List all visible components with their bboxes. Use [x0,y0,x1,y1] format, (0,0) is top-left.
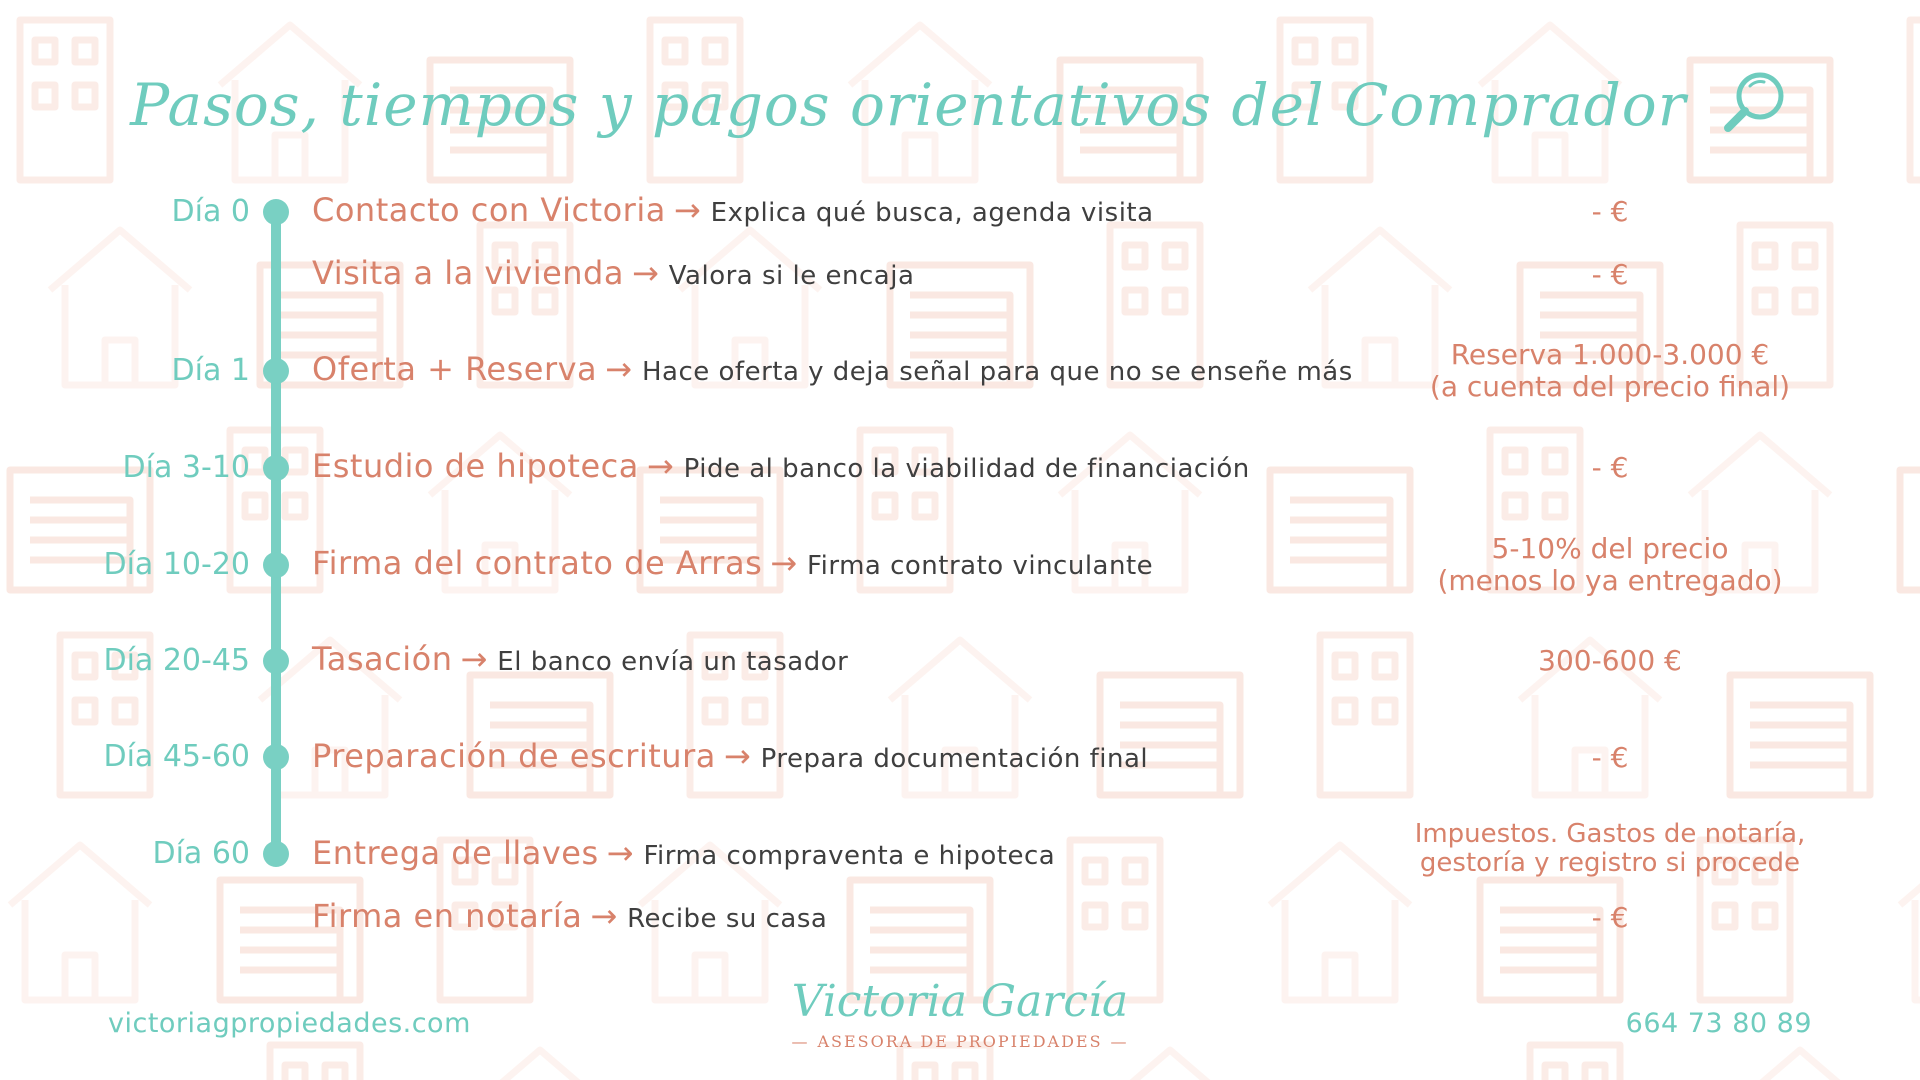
dash-decoration: — [1110,1032,1129,1051]
cost-line: Impuestos. Gastos de notaría, [1414,819,1806,849]
arrow-icon: → [605,350,632,388]
timeline-dot [263,648,289,674]
timeline-step [312,834,1055,872]
house-silhouette-icon [1730,675,1870,795]
phone-number[interactable]: 664 73 80 89 [1625,1008,1812,1039]
house-silhouette-icon [1100,675,1240,795]
page-title [0,68,1920,152]
title-text: Pasos, tiempos y pagos orientativos del Comprador [130,71,1687,140]
dash-decoration: — [791,1032,810,1051]
cost-line: (a cuenta del precio final) [1429,370,1791,403]
step-description: El banco envía un tasador [497,647,849,677]
arrow-icon: → [606,834,634,872]
arrow-icon: → [723,737,751,775]
step-description: Firma compraventa e hipoteca [643,841,1056,871]
house-silhouette-icon [470,1050,610,1080]
timeline-dot [263,744,289,770]
house-silhouette-icon [470,675,610,795]
step-title: Preparación de escritura [312,737,716,775]
cost-line: Reserva 1.000-3.000 € [1450,338,1770,371]
day-label: Día 10-20 [103,547,250,582]
timeline-step [312,350,1353,388]
timeline-step [312,640,848,678]
step-title: Visita a la vivienda [312,254,624,292]
step-description: Hace oferta y deja señal para que no se enseñe más [641,357,1353,387]
brand-subtitle-text: ASESORA DE PROPIEDADES [817,1032,1103,1051]
timeline-step [312,897,827,935]
timeline-dot [263,455,289,481]
step-cost: - € [1591,195,1629,228]
step-cost: - € [1591,451,1629,484]
day-label: Día 45-60 [103,739,250,774]
step-title: Contacto con Victoria [312,191,666,229]
timeline-dot [263,841,289,867]
step-cost: - € [1591,741,1629,774]
arrow-icon: → [590,897,618,935]
arrow-icon: → [646,447,674,485]
timeline-step [312,447,1250,485]
timeline-step [312,254,914,292]
step-description: Valora si le encaja [668,261,915,291]
step-cost [1390,820,1830,878]
day-label: Día 60 [152,836,250,871]
timeline-step [312,191,1154,229]
step-cost: 300-600 € [1538,644,1682,677]
day-label: Día 0 [171,194,250,229]
house-silhouette-icon [1100,1050,1240,1080]
cost-line: (menos lo ya entregado) [1437,564,1783,597]
arrow-icon: → [673,191,701,229]
step-title: Oferta + Reserva [312,350,598,388]
step-title: Entrega de llaves [312,834,599,872]
magnifier-icon [1720,68,1790,152]
step-description: Firma contrato vinculante [807,551,1154,581]
step-cost [1390,339,1830,403]
step-description: Explica qué busca, agenda visita [710,198,1154,228]
step-title: Firma del contrato de Arras [312,544,763,582]
timeline-dot [263,552,289,578]
step-description: Recibe su casa [627,904,828,934]
arrow-icon: → [460,640,488,678]
day-label: Día 20-45 [103,643,250,678]
step-cost: - € [1591,258,1629,291]
arrow-icon: → [631,254,659,292]
house-silhouette-icon [1730,1050,1870,1080]
arrow-icon: → [770,544,798,582]
step-description: Prepara documentación final [760,744,1149,774]
house-silhouette-icon [1900,470,1920,590]
step-title: Firma en notaría [312,897,583,935]
step-title: Tasación [312,640,453,678]
step-title: Estudio de hipoteca [312,447,639,485]
house-silhouette-icon [1270,470,1410,590]
timeline-dot [263,199,289,225]
timeline-dot [263,358,289,384]
cost-line: gestoría y registro si procede [1419,848,1801,878]
day-label: Día 1 [171,353,250,388]
step-cost [1390,533,1830,597]
website-link[interactable]: victoriagpropiedades.com [108,1008,471,1039]
step-description: Pide al banco la viabilidad de financiación [683,454,1250,484]
day-label: Día 3-10 [122,450,250,485]
cost-line: 5-10% del precio [1491,532,1729,565]
timeline-step [312,737,1148,775]
step-cost: - € [1591,901,1629,934]
timeline-step [312,544,1153,582]
brand-name: Victoria García [791,976,1129,1027]
